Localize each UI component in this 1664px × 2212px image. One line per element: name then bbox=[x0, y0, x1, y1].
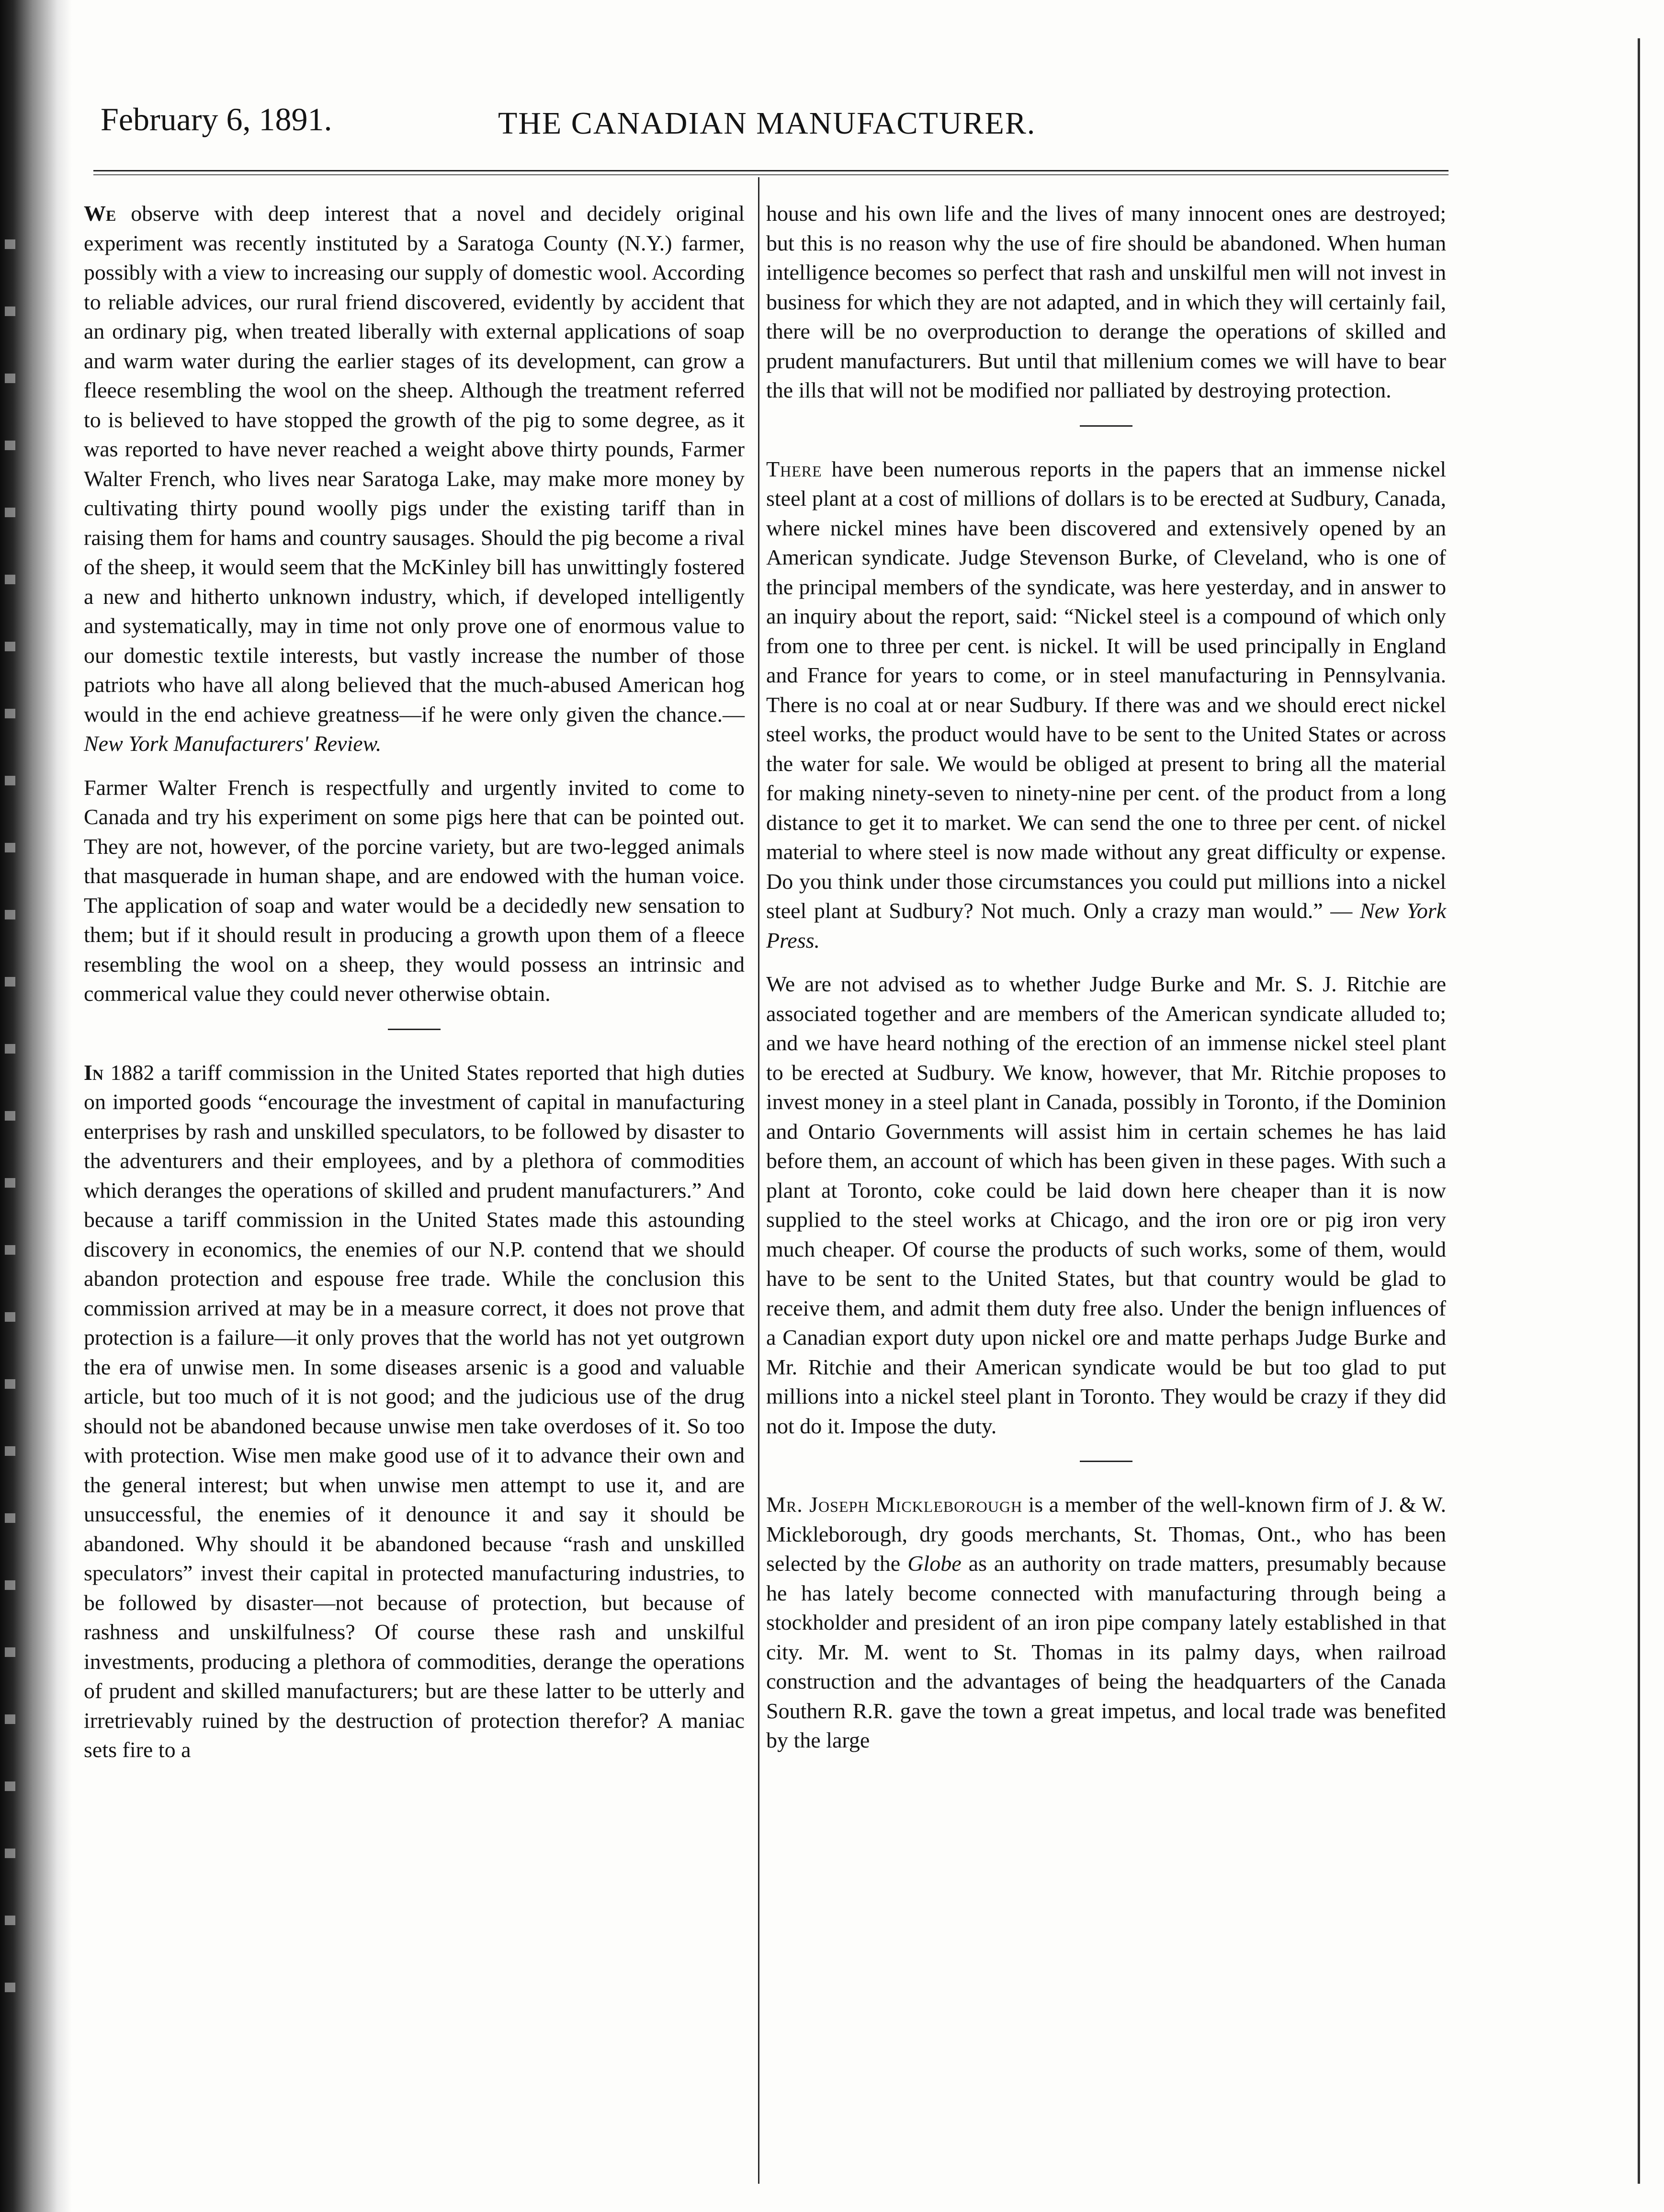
article-tariff-continued bbox=[766, 199, 1446, 405]
page-right-border bbox=[1638, 38, 1640, 2184]
article-body: 1882 a tariff commission in the United States reported that high duties on imported goods “encourage the investment of capital in manufacturing enterprises by rash and unskilled speculators, to be followed by disaster to the adventurers and their employees, and by a plethora of commodities which deranges the operations of skilled and prudent manufacturers.” And because a tariff commission in the United States made this astounding discovery in economics, the enemies of our N.P. contend that we should abandon protection and espouse free trade. While the conclusion this commission arrived at may be in a measure correct, it does not prove that protection is a failure—it only proves that the world has not yet outgrown the era of unwise men. In some diseases arsenic is a good and valuable article, but too much of it is not good; and the judicious use of the drug should not be abandoned because unwise men take overdoses of it. So too with protection. Wise men make good use of it to advance their own and the general interest; but when unwise men attempt to use it, and are unsuccessful, the enemies of it denounce it and say it should be abandoned. Why should it be abandoned because “rash and unskilled speculators” invest their capital in protected manufacturing industries, to be followed by disaster—not because of protection, but because of rashness and unskilfulness? Of course these rash and unskilful investments, producing a plethora of commodities, derange the operations of prudent and skilled manufacturers; but are these latter to be utterly and irretrievably ruined by the destruction of protection therefor? A maniac sets fire to a bbox=[84, 1060, 745, 1762]
article-farmer-invitation bbox=[84, 773, 745, 1009]
article-source: New York Press. bbox=[766, 898, 1447, 953]
article-body: house and his own life and the lives of many innocent ones are destroyed; but this is no reason why the use of fire should be abandoned. When human intelligence becomes so perfect that rash and unskilful men will not invest in business for which they are not adapted, and in which they will certainly fail, there will be no overproduction to derange the operations of skilled and prudent manufacturers. But until that millenium comes we will have to bear the ills that will not be modified nor palliated by destroying protection. bbox=[766, 201, 1446, 402]
right-column bbox=[766, 199, 1446, 1755]
article-mickleborough bbox=[766, 1490, 1446, 1755]
article-source: New York Manufacturers' Review. bbox=[84, 731, 382, 756]
article-body: have been numerous reports in the papers that an immense nickel steel plant at a cost of millions of dollars is to be erected at Sudbury, Canada, where nickel mines have been discovered and extensively opened by an American syndicate. Judge Stevenson Burke, of Cleveland, who is one of the principal members of the syndicate, was here yesterday, and in answer to an inquiry about the report, said: “Nickel steel is a compound of which only from one to three per cent. is nickel. It will be used principally in England and France for years to come, or in steel manufacturing in Pennsylvania. There is no coal at or near Sudbury. If there was and we should erect nickel steel works, the product would have to be sent to the United States or across the water for sale. We would be obliged at present to bring all the material for making ninety-seven to ninety-nine per cent. of the product from a long distance to get it to market. We can send the one to three per cent. of nickel material to where steel is now made without any great difficulty or expense. Do you think under those circumstances you could put millions into a nickel steel plant at Sudbury? Not much. Only a crazy man would.” — bbox=[766, 456, 1447, 923]
article-body-continued: as an authority on trade matters, presumably because he has lately become connected with manufacturing through being a stockholder and president of an iron pipe company lately established in that city. Mr. M. went to St. Thomas in its palmy days, when railroad construction and the advantages of being the headquarters of the Canada Southern R.R. gave the town a great impetus, and local trade was benefited by the large bbox=[766, 1551, 1447, 1752]
lead-word: Mr. Joseph Mickleborough bbox=[766, 1492, 1023, 1517]
journal-title: THE CANADIAN MANUFACTURER. bbox=[498, 106, 1036, 141]
article-nickel-steel bbox=[766, 454, 1446, 955]
globe-name: Globe bbox=[907, 1551, 962, 1576]
section-separator bbox=[1080, 425, 1132, 427]
left-column bbox=[84, 199, 745, 1765]
article-tariff-commission bbox=[84, 1058, 745, 1765]
article-body: We are not advised as to whether Judge Burke and Mr. S. J. Ritchie are associated together and are members of the American syndicate alluded to; and we have heard nothing of the erection of an immense nickel steel plant to be erected at Sudbury. We know, however, that Mr. Ritchie proposes to invest money in a steel plant in Canada, possibly in Toronto, if the Dominion and Ontario Governments will assist him in certain schemes he has laid before them, an account of which has been given in these pages. With such a plant at Toronto, coke could be laid down here cheaper than it is now supplied to the steel works at Chicago, and the iron ore or pig iron very much cheaper. Of course the products of such works, some of them, would have to be sent to the United States, but that country would be glad to receive them, and admit them duty free also. Under the benign influences of a Canadian export duty upon nickel ore and matte perhaps Judge Burke and Mr. Ritchie and their American syndicate would be but too glad to put millions into a nickel steel plant in Toronto. They would be crazy if they did not do it. Impose the duty. bbox=[766, 972, 1446, 1438]
article-body: observe with deep interest that a novel and decidely original experiment was recently instituted by a Saratoga County (N.Y.) farmer, possibly with a view to increasing our supply of domestic wool. According to reliable advices, our rural friend discovered, evidently by accident that an ordinary pig, when treated liberally with external applications of soap and warm water during the earlier stages of its development, can grow a fleece resembling the wool on the sheep. Although the treatment referred to is believed to have stopped the growth of the pig to some degree, as it was reported to have never reached a weight above thirty pounds, Farmer Walter French, who lives near Saratoga Lake, may make more money by cultivating thirty pound woolly pigs under the existing tariff than in raising them for hams and country sausages. Should the pig become a rival of the sheep, it would seem that the McKinley bill has unwittingly fostered a new and hitherto unknown industry, which, if developed intelligently and systematically, may in time not only prove one of enormous value to our domestic textile interests, but vastly increase the number of those patriots who have all along believed that the much-abused American hog would in the end achieve greatness—if he were only given the chance.— bbox=[84, 201, 745, 726]
article-ritchie-syndicate bbox=[766, 969, 1446, 1441]
article-body: Farmer Walter French is respectfully and urgently invited to come to Canada and try his experiment on some pigs here that can be pointed out. They are not, however, of the porcine variety, but are two-legged animals that masquerade in human shape, and are endowed with the human voice. The application of soap and water would be a decidedly new sensation to them; but if it should result in producing a growth upon them of a fleece resembling the wool on a sheep, they would possess an intrinsic and commerical value they could never otherwise obtain. bbox=[84, 775, 745, 1006]
lead-word: There bbox=[766, 456, 822, 481]
section-separator bbox=[388, 1029, 441, 1030]
lead-word: In bbox=[84, 1060, 104, 1085]
issue-date: February 6, 1891. bbox=[101, 101, 332, 137]
lead-word: We bbox=[84, 201, 116, 226]
page-edge-marks bbox=[5, 182, 15, 2002]
column-divider bbox=[758, 177, 759, 2184]
page-header bbox=[81, 101, 1451, 153]
header-rule bbox=[93, 170, 1449, 175]
section-separator bbox=[1080, 1461, 1132, 1462]
article-body: is a member of the well-known firm of J. & W. Mickleborough, dry goods merchants, St. Thomas, Ont., who has been selected by the bbox=[766, 1492, 1446, 1576]
article-woolly-pigs bbox=[84, 199, 745, 759]
